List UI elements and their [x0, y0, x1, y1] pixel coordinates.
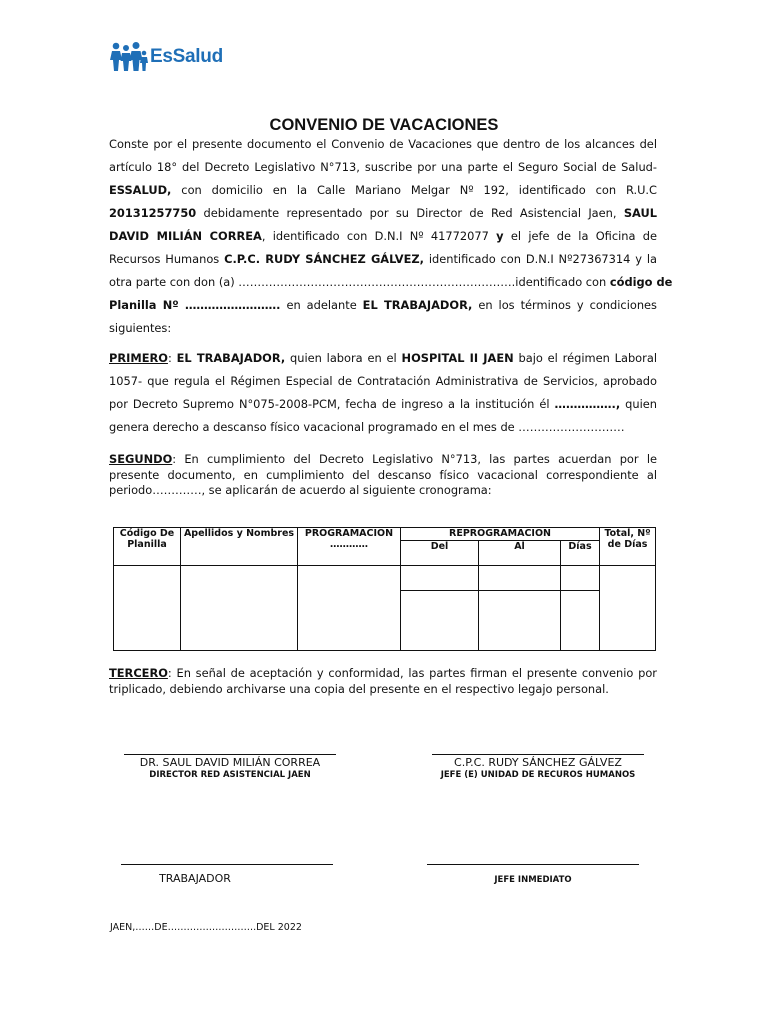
programacion-label: PROGRAMACION — [304, 528, 394, 539]
signature-line-hr — [432, 754, 644, 755]
header-programacion — [298, 528, 401, 566]
intro-line-8-tail: en los términos y condiciones — [472, 298, 657, 312]
segundo-text: : En cumplimiento del Decreto Legislativo N°713, las partes acuerdan por le — [172, 452, 657, 466]
intro-line-6 — [109, 248, 657, 271]
intro-line-5-text: , identificado con D.N.I Nº 41772077 — [261, 229, 497, 243]
conjunction-bold: y — [496, 229, 504, 243]
cell-programacion — [298, 566, 401, 651]
header-apellidos: Apellidos y Nombres — [181, 528, 298, 566]
primero-line-3 — [109, 393, 657, 416]
intro-line-8-text: en adelante — [280, 298, 363, 312]
intro-line-6-tail: identificado con D.N.I Nº27367314 y la — [424, 252, 657, 266]
primero-line-3-text: por Decreto Supremo N°075-2008-PCM, fecha de ingreso a la institución él — [109, 397, 555, 411]
primero-clause — [109, 347, 657, 439]
intro-line-5-tail: el jefe de la Oficina de — [503, 229, 657, 243]
primero-colon: : — [167, 351, 177, 365]
primero-line-4: genera derecho a descanso físico vacacional programado en el mes de ………………………. — [109, 420, 625, 434]
cell-total — [600, 566, 656, 651]
hr-signature-role: JEFE (E) UNIDAD DE RECUROS HUMANOS — [440, 770, 636, 780]
tercero-line-1 — [109, 666, 657, 682]
primero-line-3-tail: quien — [620, 397, 657, 411]
primero-line-1 — [109, 347, 657, 370]
header-reprogramacion: REPROGRAMACION — [401, 528, 600, 541]
intro-line-4 — [109, 202, 657, 225]
tercero-line-2: triplicado, debiendo archivarse una copia del presente en el respectivo legajo personal. — [109, 681, 609, 696]
cell-codigo — [114, 566, 181, 651]
segundo-line-1 — [109, 452, 657, 468]
cell-dias-2 — [561, 591, 600, 651]
primero-tail: bajo el régimen Laboral — [513, 351, 657, 365]
essalud-bold: ESSALUD, — [109, 183, 172, 197]
ruc-number: 20131257750 — [109, 206, 197, 220]
director-signature-role: DIRECTOR RED ASISTENCIAL JAEN — [149, 770, 311, 780]
segundo-line-2: presente documento, en cumplimiento del descanso físico vacacional correspondiente al — [109, 467, 657, 482]
primero-text: quien labora en el — [285, 351, 402, 365]
header-dias: Días — [561, 541, 600, 566]
header-del: Del — [401, 541, 479, 566]
intro-line-7-text: otra parte con don (a) ……………………………………………………………….identificado con — [109, 275, 610, 289]
segundo-label: SEGUNDO — [109, 452, 173, 466]
date-footer: JAEN,……DE……………………….DEL 2022 — [110, 922, 302, 933]
logo-text: EsSalud — [150, 46, 223, 67]
intro-line-6-text: Recursos Humanos — [109, 252, 225, 266]
intro-line-3 — [109, 179, 657, 202]
primero-line-2: 1057- que regula el Régimen Especial de Contratación Administrativa de Servicios, aprobado — [109, 374, 657, 388]
intro-line-5 — [109, 225, 657, 248]
cell-del-2 — [401, 591, 479, 651]
signature-line-director — [124, 754, 336, 755]
intro-line-7 — [109, 271, 673, 294]
intro-line-3-text: con domicilio en la Calle Mariano Melgar Nº 192, identificado con R.U.C — [171, 183, 657, 197]
cell-al-2 — [479, 591, 561, 651]
planilla-label: Planilla Nº ……………………. — [109, 298, 281, 312]
segundo-line-3: periodo…………., se aplicarán de acuerdo al siguiente cronograma: — [109, 483, 492, 497]
header-total: Total, Nº de Días — [600, 528, 656, 566]
intro-line-2: artículo 18° del Decreto Legislativo N°713, suscribe por una parte el Seguro Social de Salud- — [109, 160, 657, 174]
segundo-clause — [109, 452, 657, 499]
intro-line-1: Conste por el presente documento el Convenio de Vacaciones que dentro de los alcances del — [109, 137, 657, 151]
codigo-label: código de — [609, 275, 673, 289]
document-title: CONVENIO DE VACACIONES — [269, 116, 499, 134]
programacion-dots: ………… — [330, 539, 368, 550]
tercero-clause — [109, 666, 657, 697]
primero-trabajador: EL TRABAJADOR, — [176, 351, 286, 365]
director-name: DAVID MILIÁN CORREA — [109, 229, 262, 243]
signature-line-jefe — [427, 864, 639, 865]
people-logo-icon — [110, 40, 148, 74]
cell-del-1 — [401, 566, 479, 591]
intro-line-4-text: debidamente representado por su Director de Red Asistencial Jaen, — [196, 206, 624, 220]
fecha-ingreso-blank: ……………., — [554, 397, 621, 411]
director-first-name: SAUL — [623, 206, 657, 220]
essalud-logo — [110, 40, 223, 74]
intro-line-9: siguientes: — [109, 321, 172, 335]
hr-signature-name: C.P.C. RUDY SÁNCHEZ GÁLVEZ — [454, 756, 622, 769]
hospital-name: HOSPITAL II JAEN — [401, 351, 514, 365]
primero-label: PRIMERO — [109, 351, 168, 365]
cell-al-1 — [479, 566, 561, 591]
intro-paragraph — [109, 133, 673, 340]
header-al: Al — [479, 541, 561, 566]
director-signature-name: DR. SAUL DAVID MILIÁN CORREA — [139, 756, 321, 769]
signature-line-trabajador — [121, 864, 333, 865]
tercero-text: : En señal de aceptación y conformidad, las partes firman el presente convenio por — [167, 666, 657, 680]
trabajador-signature-name: TRABAJADOR — [159, 872, 231, 885]
tercero-label: TERCERO — [109, 666, 168, 680]
cell-apellidos — [181, 566, 298, 651]
jefe-signature-role: JEFE INMEDIATO — [494, 875, 572, 885]
cell-dias-1 — [561, 566, 600, 591]
vacation-schedule-table — [113, 527, 656, 651]
intro-line-8 — [109, 294, 657, 317]
header-codigo: Código De Planilla — [114, 528, 181, 566]
hr-head-name: C.P.C. RUDY SÁNCHEZ GÁLVEZ, — [224, 252, 424, 266]
el-trabajador-bold: EL TRABAJADOR, — [362, 298, 473, 312]
